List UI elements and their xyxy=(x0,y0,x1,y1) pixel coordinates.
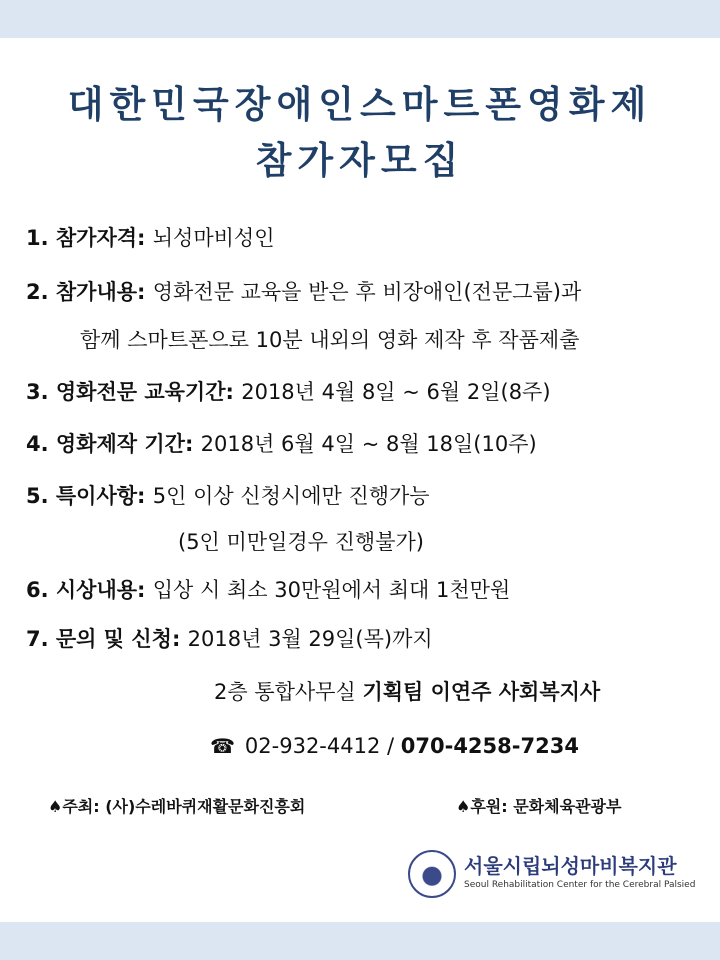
phone-number-1: 02-932-4412 / xyxy=(244,734,401,758)
logo-emblem-icon xyxy=(408,850,456,898)
item-text: 2018년 6월 4일 ~ 8월 18일(10주) xyxy=(200,432,537,456)
item-label: 7. 문의 및 신청 xyxy=(26,627,172,651)
logo-subtitle: Seoul Rehabilitation Center for the Cerebral Palsied xyxy=(464,880,696,890)
phone-number-2: 070-4258-7234 xyxy=(400,734,579,758)
item-label: 3. 영화전문 교육기간 xyxy=(26,380,226,404)
item-training-period: 3. 영화전문 교육기간: 2018년 4월 8일 ~ 6월 2일(8주) xyxy=(26,380,551,404)
item-text: 영화전문 교육을 받은 후 비장애인(전문그룹)과 xyxy=(152,280,582,304)
item-text: 뇌성마비성인 xyxy=(152,226,275,250)
item-label: 4. 영화제작 기간 xyxy=(26,432,185,456)
top-band xyxy=(0,0,720,38)
office-location: 2층 통합사무실 xyxy=(214,680,363,704)
contact-phone xyxy=(210,732,579,760)
item-awards: 6. 시상내용: 입상 시 최소 30만원에서 최대 1천만원 xyxy=(26,578,511,602)
item-notes: 5. 특이사항: 5인 이상 신청시에만 진행가능 xyxy=(26,484,430,508)
contact-office xyxy=(214,678,600,706)
item-text: 5인 이상 신청시에만 진행가능 xyxy=(152,484,430,508)
item-label: 6. 시상내용 xyxy=(26,578,138,602)
item-notes-cont: (5인 미만일경우 진행불가) xyxy=(178,530,424,554)
item-text: 2018년 4월 8일 ~ 6월 2일(8주) xyxy=(241,380,551,404)
item-text: 입상 시 최소 30만원에서 최대 1천만원 xyxy=(152,578,511,602)
organizer: ♠주최: (사)수레바퀴재활문화진흥회 xyxy=(48,797,306,816)
sponsor: ♠후원: 문화체육관광부 xyxy=(456,797,622,816)
item-label: 2. 참가내용 xyxy=(26,280,138,304)
item-label: 1. 참가자격 xyxy=(26,226,138,250)
item-eligibility: 1. 참가자격: 뇌성마비성인 xyxy=(26,226,275,250)
item-text: 2018년 3월 29일(목)까지 xyxy=(187,627,433,651)
poster-title: 대한민국장애인스마트폰영화제 xyxy=(67,83,653,126)
bottom-band xyxy=(0,922,720,960)
poster xyxy=(0,38,720,922)
item-inquiry: 7. 문의 및 신청: 2018년 3월 29일(목)까지 xyxy=(26,627,433,651)
office-person: 기획팀 이연주 사회복지사 xyxy=(362,680,601,704)
phone-icon: ☎ xyxy=(210,734,235,758)
item-label: 5. 특이사항 xyxy=(26,484,138,508)
logo xyxy=(408,850,708,900)
logo-name: 서울시립뇌성마비복지관 xyxy=(464,854,677,878)
item-content-cont: 함께 스마트폰으로 10분 내외의 영화 제작 후 작품제출 xyxy=(80,328,580,352)
poster-subtitle: 참가자모집 xyxy=(255,139,465,182)
item-content: 2. 참가내용: 영화전문 교육을 받은 후 비장애인(전문그룹)과 xyxy=(26,280,582,304)
item-production-period: 4. 영화제작 기간: 2018년 6월 4일 ~ 8월 18일(10주) xyxy=(26,432,537,456)
